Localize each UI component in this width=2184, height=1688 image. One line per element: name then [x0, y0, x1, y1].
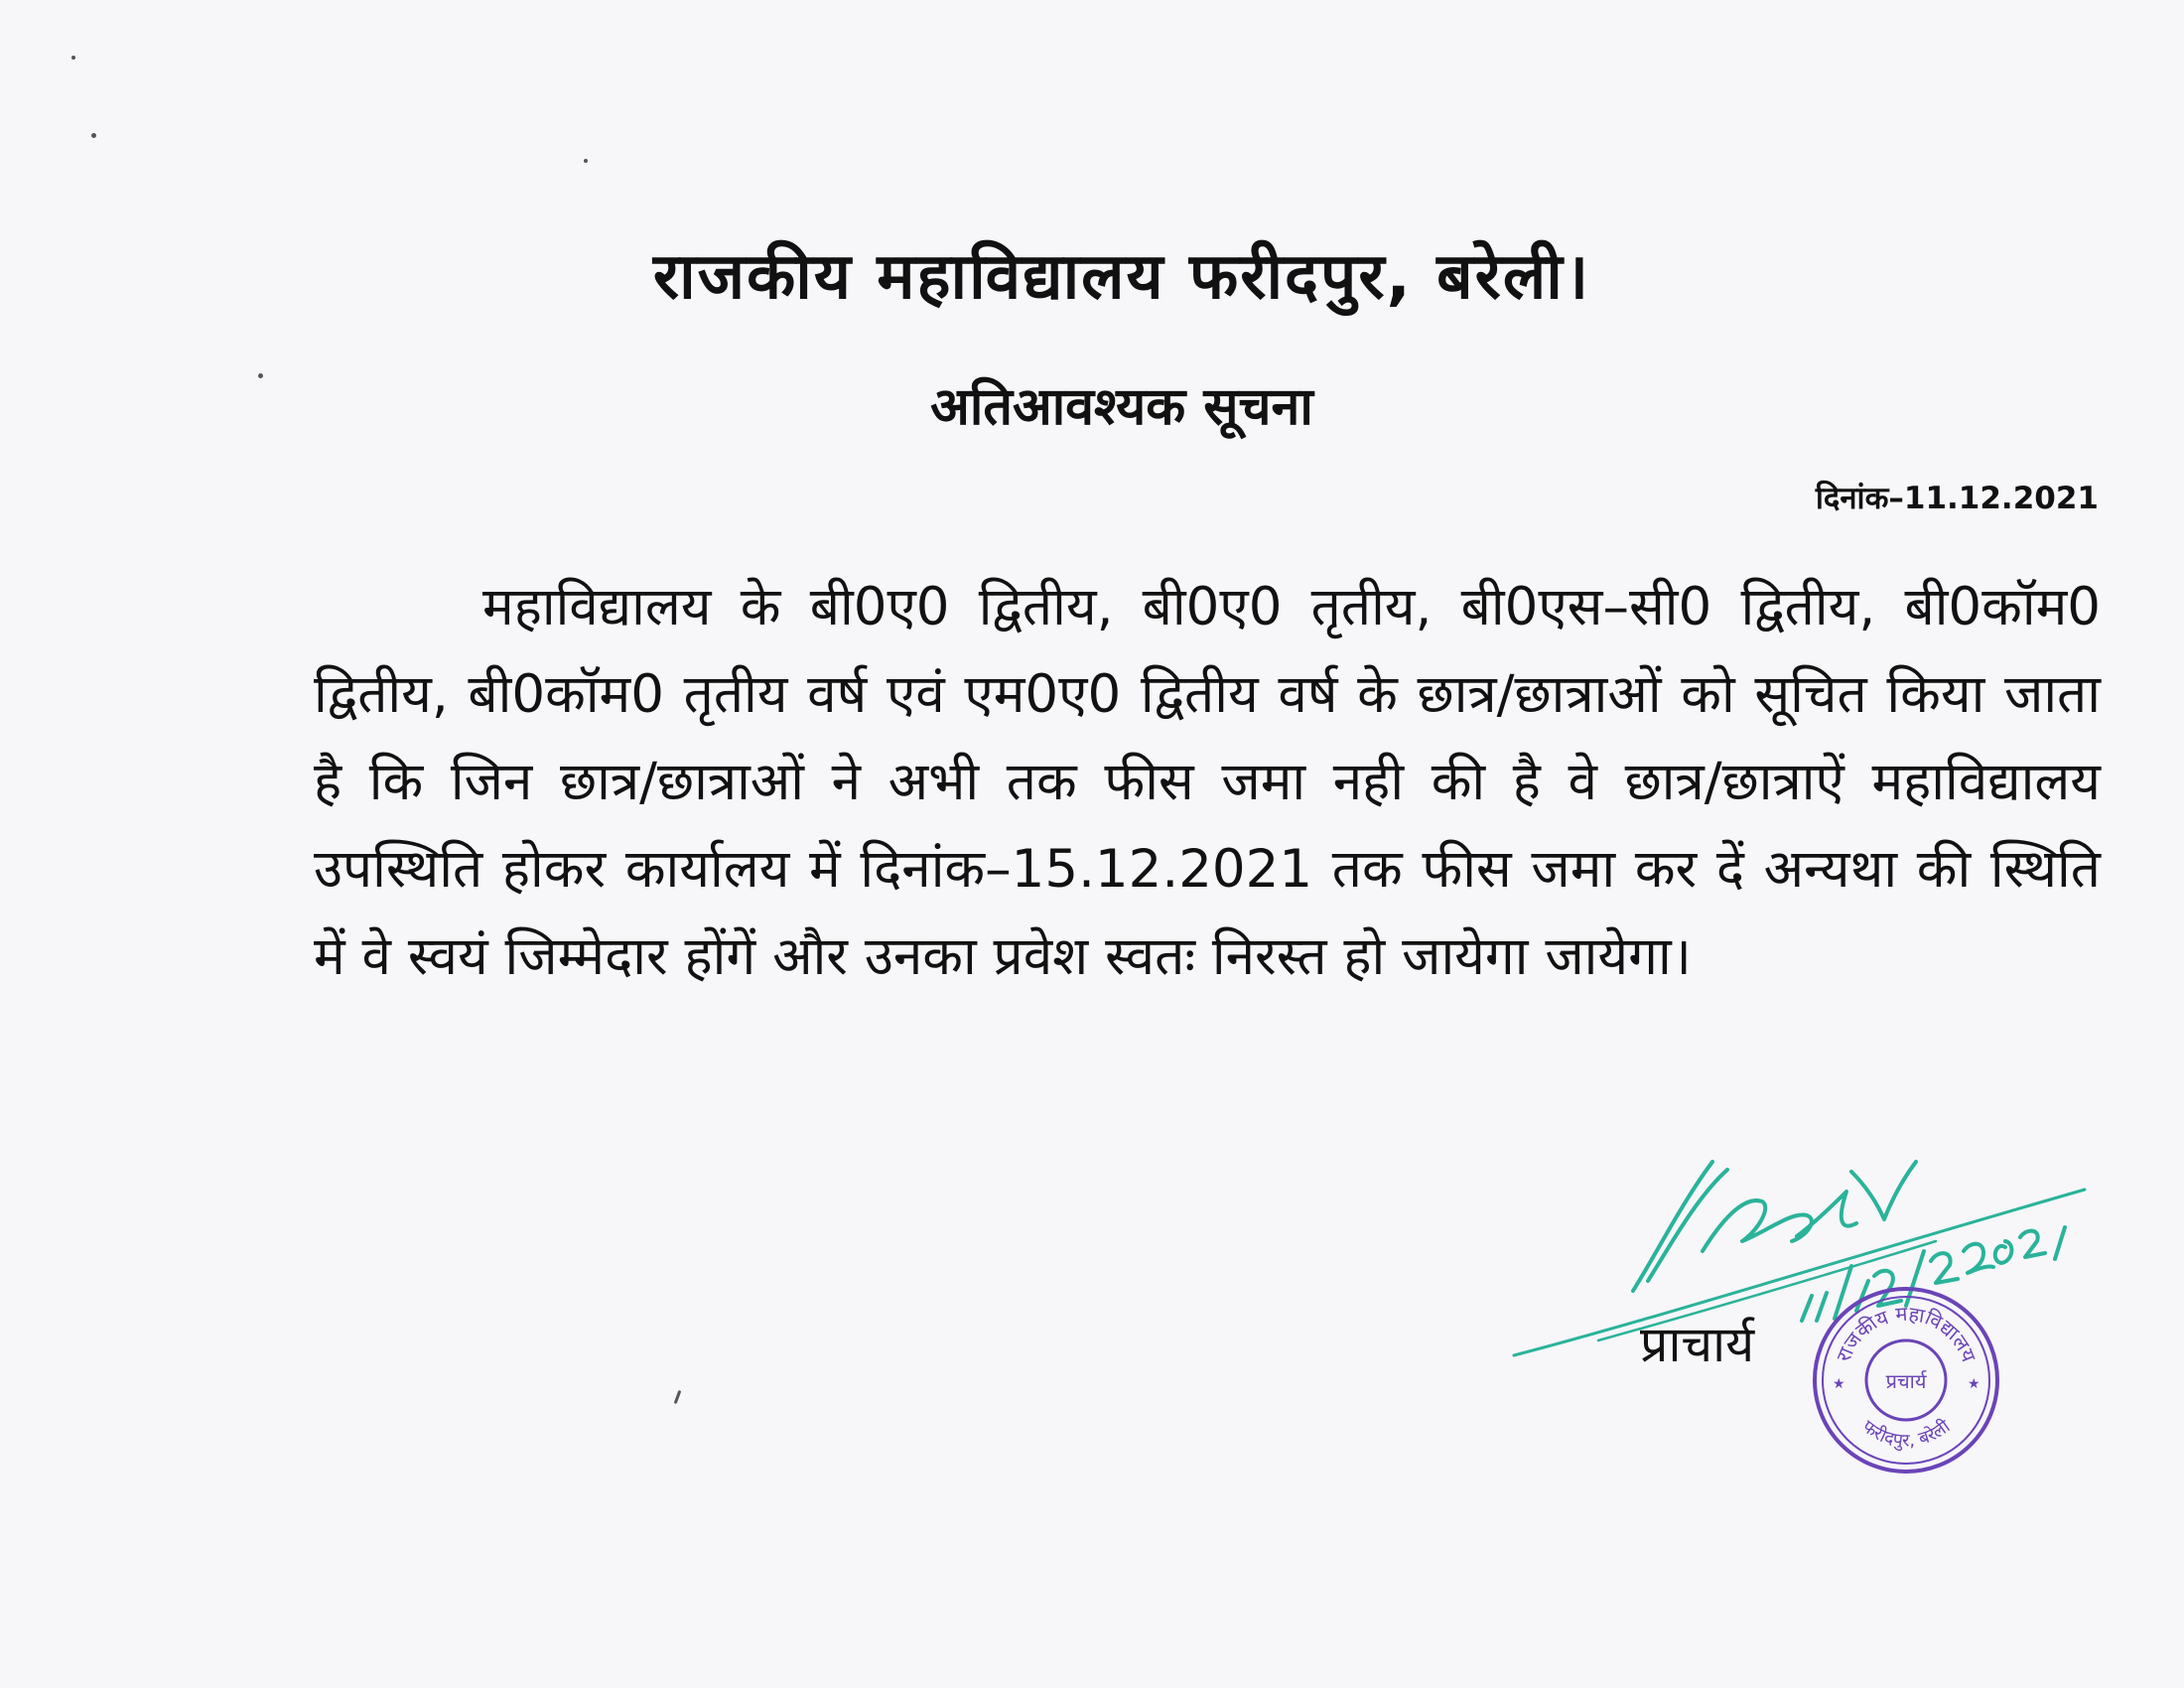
- scan-speck: [584, 159, 588, 163]
- seal-center-text: प्रचार्य: [1885, 1369, 1927, 1393]
- scan-speck: [674, 1390, 682, 1404]
- official-seal: [1807, 1281, 2005, 1479]
- seal-star-icon: ★: [1833, 1376, 1845, 1392]
- institution-title: राजकीय महाविद्यालय फरीदपुर, बरेली।: [652, 240, 1591, 314]
- seal-outer-text: राजकीय महाविद्यालय: [1831, 1301, 1981, 1365]
- scan-speck: [71, 56, 75, 60]
- signer-title: प्राचार्य: [1640, 1316, 1755, 1373]
- notice-date: दिनांक–11.12.2021: [1815, 481, 2099, 516]
- seal-bottom-text: फरीदपुर, बरेली: [1857, 1416, 1955, 1452]
- notice-heading: अतिआवश्यक सूचना: [930, 377, 1313, 437]
- seal-star-icon: ★: [1968, 1376, 1980, 1392]
- scan-speck: [91, 133, 96, 138]
- notice-body: महाविद्यालय के बी0ए0 द्वितीय, बी0ए0 तृतीय, बी0एस–सी0 द्वितीय, बी0कॉम0 द्वितीय, बी0कॉम0 तृतीय वर्ष एवं एम0ए0 द्वितीय वर्ष के छात्र/छात्राओं को सूचित किया जाता है कि जिन छात्र/छात्राओं ने अभी तक फीस जमा नही की है वे छात्र/छात्राऐं महाविद्यालय उपस्थिति होकर कार्यालय में दिनांक–15.12.2021 तक फीस जमा कर दें अन्यथा की स्थिति में वे स्वयं जिम्मेदार होंगें और उनका प्रवेश स्वतः निरस्त हो जायेगा जायेगा।: [314, 577, 2101, 987]
